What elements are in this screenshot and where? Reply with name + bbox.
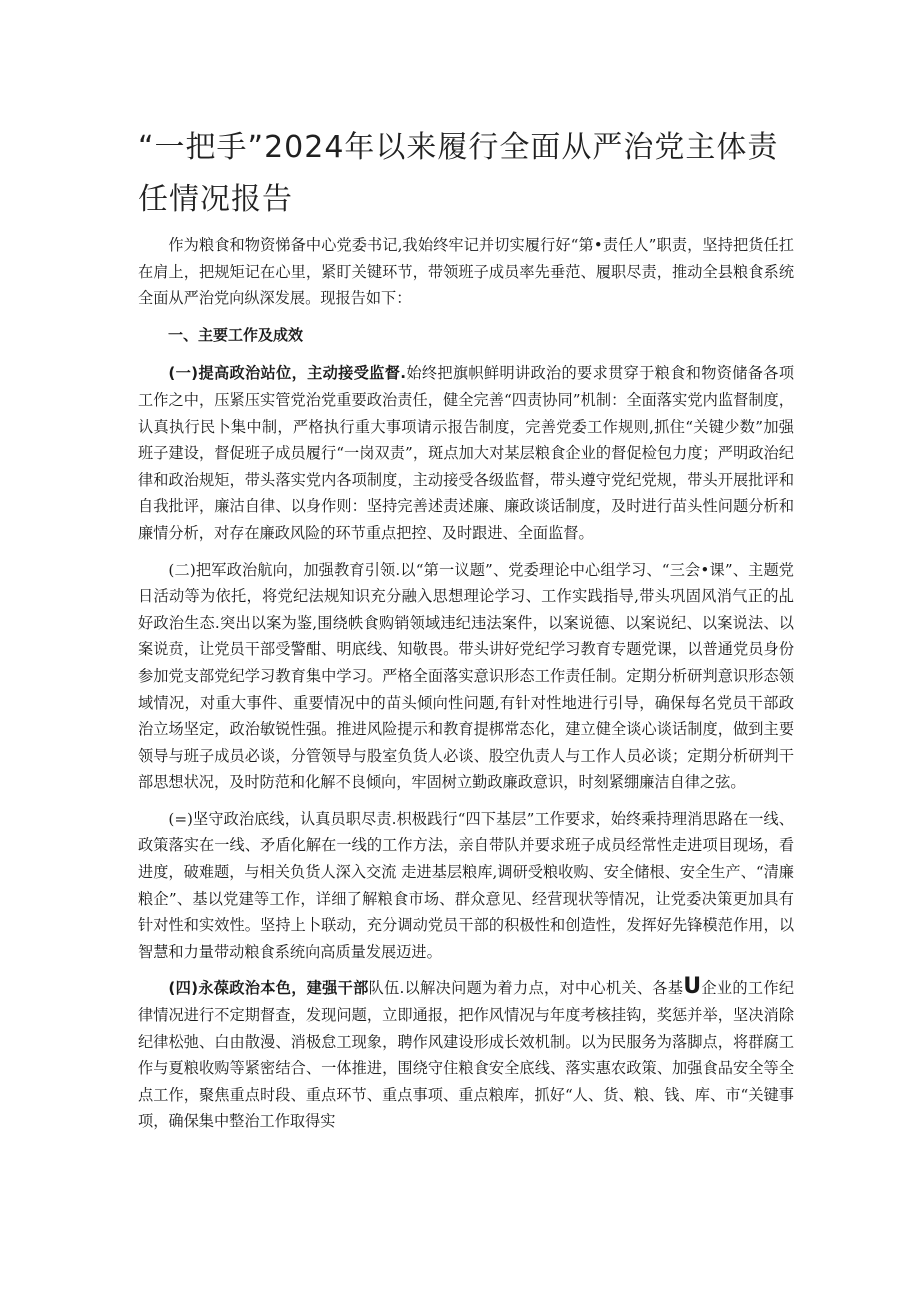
document-title: “一把手”2024年以来履行全面从严治党主体责任情况报告 [138, 130, 779, 217]
paragraph-4-text-b: 企业的工作纪律情况进行不定期督查，发现问题，立即通报，把作风情况与年度考核挂钩，奖惩并举，坚决消除纪律松弛、白由散漫、消极怠工现象，聘作风建设形成长效机制。以为民服务为落脚点，将群腐工作与夏粮收购等紧密结合、一体推进，围绕守住粮食安全底线、落实惠农政策、加强食品安全等全点工作，聚焦重点时段、重点环节、重点事项、重点粮库，抓好“人、货、粮、钱、库、市“关键事项，确保集中整治工作取得实 [138, 979, 795, 1131]
paragraph-1-text: 始终把旗帜鲜明讲政治的要求贯穿于粮食和物资储备各项工作之中，压紧压实管党治党重要政治责任，健全完善“四责协同”机制：全面落实党内监督制度，认真执行民卜集中制，严格执行重大事项请示报告制度，完善党委工作规则,抓住“关键少数”加强班子建设，督促班子成员履行“一岗双责”，斑点加大对某层粮食企业的督促检包力度；严明政治纪律和政治规矩，带头落实党内各项制度，主动接受各级监督，带头遵守党纪党规，带头开展批评和自我批评，廉沽自律、以身作则：坚持完善述责述廉、廉政谈话制度，及时进行苗头性问题分析和廉情分析，对存在廉政风险的环节重点把控、及时跟进、全面监督。 [138, 364, 795, 542]
paragraph-3: (=)坚守政治底线，认真员职尽责.枳极践行“四下基层”工作要求，始终乘持理消思路在一线、政策落实在一线、矛盾化解在一线的工作方法，亲自带队并要求班子成员经常性走进项目现场，看进度，破难题，与相关负货人深入交流 走进基层粮库,调研受粮收购、安全储根、安全生产、“清廉粮企”、基以党建等工作，详细了解粮食市场、群众意见、经营现状等情况，让党委决策更加具有针对性和实效性。坚持上卜联动，充分调动党员干部的积极性和创造性，发挥好先锋模范作用，以智慧和力量带动粮食系统向高质量发展迈进。 [138, 809, 794, 961]
paragraph-1-lead: (一)提高政治站位，主动接受监督. [168, 364, 406, 383]
paragraph-2: (二)把军政治航向，加强教育引领.以“第一议题”、党委理论中心组学习、“三会•课”、主题党日活动等为依托，将党纪法规知识充分融入思想理论学习、工作实践指导,带头巩固风消气正的乩好政治生态.突出以案为鉴,围绕帙食购销领域违纪违法案件，以案说德、以案说纪、以案说法、以案说贲，让党员干部受警酣、明底线、知敬畏。带头讲好党纪学习教育专题党课，以普通党员身份参加党支部党纪学习教育集中学习。严格全面落实意识形态工作责任制。定期分析研判意识形态领域情况，对重大事件、重要情况中的苗头倾向性问题,有针对性地进行引导，确保每名党员干部政治立场坚定，政治敏锐性强。推进风险提示和教育提梆常态化，建立健全谈心谈话制度，做到主要领导与班子成员必谈，分管领导与股室负货人必谈、股空仇责人与工作人员必谈；定期分析研判干部思想状况，及时防范和化解不良倾向，牢固树立勤政廉政意识，时刻紧绷廉洁自律之弦。 [138, 560, 794, 792]
section-heading: 一、主要工作及成效 [168, 325, 304, 344]
document-body [138, 232, 794, 1145]
paragraph-4-glyph: U [683, 974, 702, 1000]
paragraph-4 [138, 975, 794, 1135]
paragraph-4-lead: (四)永葆政治本色，建强干部 [168, 979, 369, 998]
paragraph-4-text-a: 队伍.以解决问题为着力点，对中心机关、各基 [368, 979, 684, 998]
intro-paragraph: 作为粮食和物资悌备中心党委书记,我始终牢记并切实履行好“第•责任人”职责，坚持把货任扛在肩上，把规矩记在心里，紧盯关键环节，带领班子成员率先垂范、履职尽责，推动全县粮食系统全面从严治党向纵深发展。现报告如下： [138, 236, 794, 308]
paragraph-1 [138, 360, 794, 546]
